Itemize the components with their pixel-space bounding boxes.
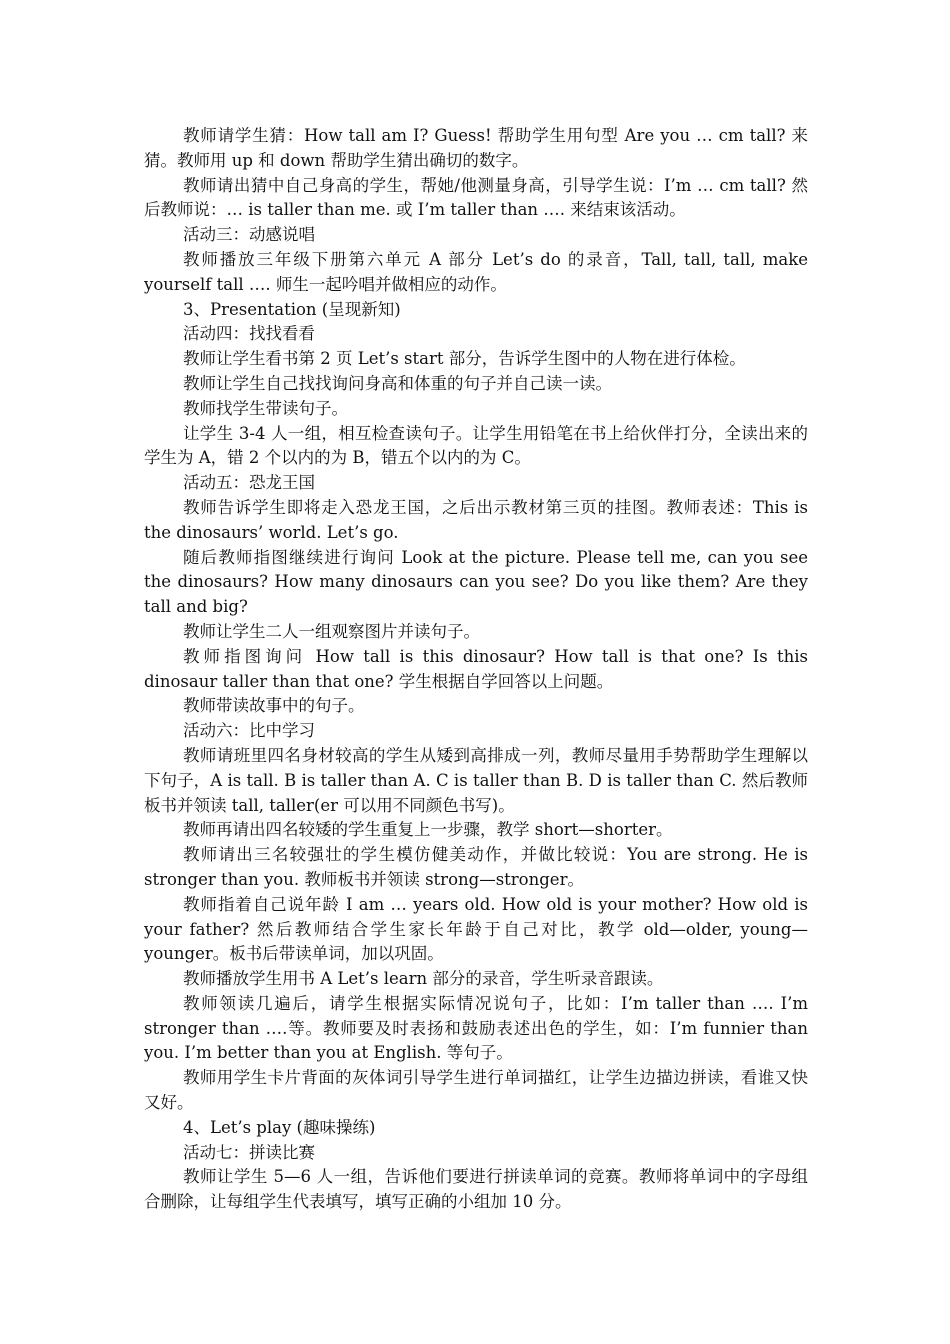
paragraph-taller-lineup: 教师请班里四名身材较高的学生从矮到高排成一列，教师尽量用手势帮助学生理解以下句子，A is tall. B is taller than A. C is taller than B. D is taller than C. 然后教师板书并领读 tall, taller(er 可以用不同颜色书写)。 xyxy=(144,745,808,815)
heading-activity-seven: 活动七：拼读比赛 xyxy=(183,1142,315,1162)
paragraph-spelling-contest: 教师让学生 5—6 人一组，告诉他们要进行拼读单词的竞赛。教师将单词中的字母组合删除，让每组学生代表填写，填写正确的小组加 10 分。 xyxy=(144,1167,808,1212)
paragraph-story-reading: 教师带读故事中的句子。 xyxy=(183,696,365,716)
paragraph-group-check: 让学生 3-4 人一组，相互检查读句子。让学生用铅笔在书上给伙伴打分，全读出来的学生为 A，错 2 个以内的为 B，错五个以内的为 C。 xyxy=(144,423,808,468)
heading-activity-three: 活动三：动感说唱 xyxy=(183,225,315,245)
heading-presentation: 3、Presentation (呈现新知) xyxy=(183,299,401,319)
paragraph-say-sentences: 教师领读几遍后，请学生根据实际情况说句子，比如：I’m taller than …. I’m stronger than ….等。教师要及时表扬和鼓励表述出色的学生，如：I’m funnier than you. I’m better than you at English. 等句子。 xyxy=(144,993,808,1063)
heading-activity-four: 活动四：找找看看 xyxy=(183,324,315,344)
heading-lets-play: 4、Let’s play (趣味操练) xyxy=(183,1117,376,1137)
paragraph-older-younger: 教师指着自己说年龄 I am … years old. How old is your mother? How old is your father? 然后教师结合学生家长年龄于自己对比，教学 old—older, young—younger。板书后带读单词，加以巩固。 xyxy=(144,894,808,964)
paragraph-dinosaur-world: 教师告诉学生即将走入恐龙王国，之后出示教材第三页的挂图。教师表述：This is the dinosaurs’ world. Let’s go. xyxy=(144,497,808,542)
document-body xyxy=(144,124,808,1215)
paragraph-look-at-picture: 随后教师指图继续进行询问 Look at the picture. Please tell me, can you see the dinosaurs? How many dinosaurs can you see? Do you like them? Are they tall and big? xyxy=(144,547,808,617)
paragraph-lets-do-chant: 教师播放三年级下册第六单元 A 部分 Let’s do 的录音，Tall, tall, tall, make yourself tall …. 师生一起吟唱并做相应的动作。 xyxy=(144,249,808,294)
heading-activity-six: 活动六：比中学习 xyxy=(183,721,315,741)
paragraph-lets-learn-audio: 教师播放学生用书 A Let’s learn 部分的录音，学生听录音跟读。 xyxy=(183,969,664,989)
paragraph-find-sentences: 教师让学生自己找找询问身高和体重的句子并自己读一读。 xyxy=(183,373,612,393)
paragraph-how-tall-dinosaur: 教师指图询问 How tall is this dinosaur? How tall is that one? Is this dinosaur taller than that one? 学生根据自学回答以上问题。 xyxy=(144,646,808,691)
paragraph-guess-height: 教师请学生猜：How tall am I? Guess! 帮助学生用句型 Are you … cm tall? 来猜。教师用 up 和 down 帮助学生猜出确切的数字。 xyxy=(144,126,808,170)
paragraph-lead-reading: 教师找学生带读句子。 xyxy=(183,398,348,418)
paragraph-stronger: 教师请出三名较强壮的学生模仿健美动作，并做比较说：You are strong. He is stronger than you. 教师板书并领读 strong—stronger。 xyxy=(144,845,808,889)
paragraph-shorter: 教师再请出四名较矮的学生重复上一步骤，教学 short—shorter。 xyxy=(183,820,673,840)
paragraph-lets-start: 教师让学生看书第 2 页 Let’s start 部分，告诉学生图中的人物在进行体检。 xyxy=(183,349,746,369)
paragraph-measure-height: 教师请出猜中自己身高的学生，帮她/他测量身高，引导学生说：I’m … cm tall? 然后教师说：… is taller than me. 或 I’m taller than …. 来结束该活动。 xyxy=(144,175,808,220)
paragraph-pair-observe: 教师让学生二人一组观察图片并读句子。 xyxy=(183,621,480,641)
heading-activity-five: 活动五：恐龙王国 xyxy=(183,473,315,493)
paragraph-word-tracing: 教师用学生卡片背面的灰体词引导学生进行单词描红，让学生边描边拼读，看谁又快又好。 xyxy=(144,1068,808,1113)
